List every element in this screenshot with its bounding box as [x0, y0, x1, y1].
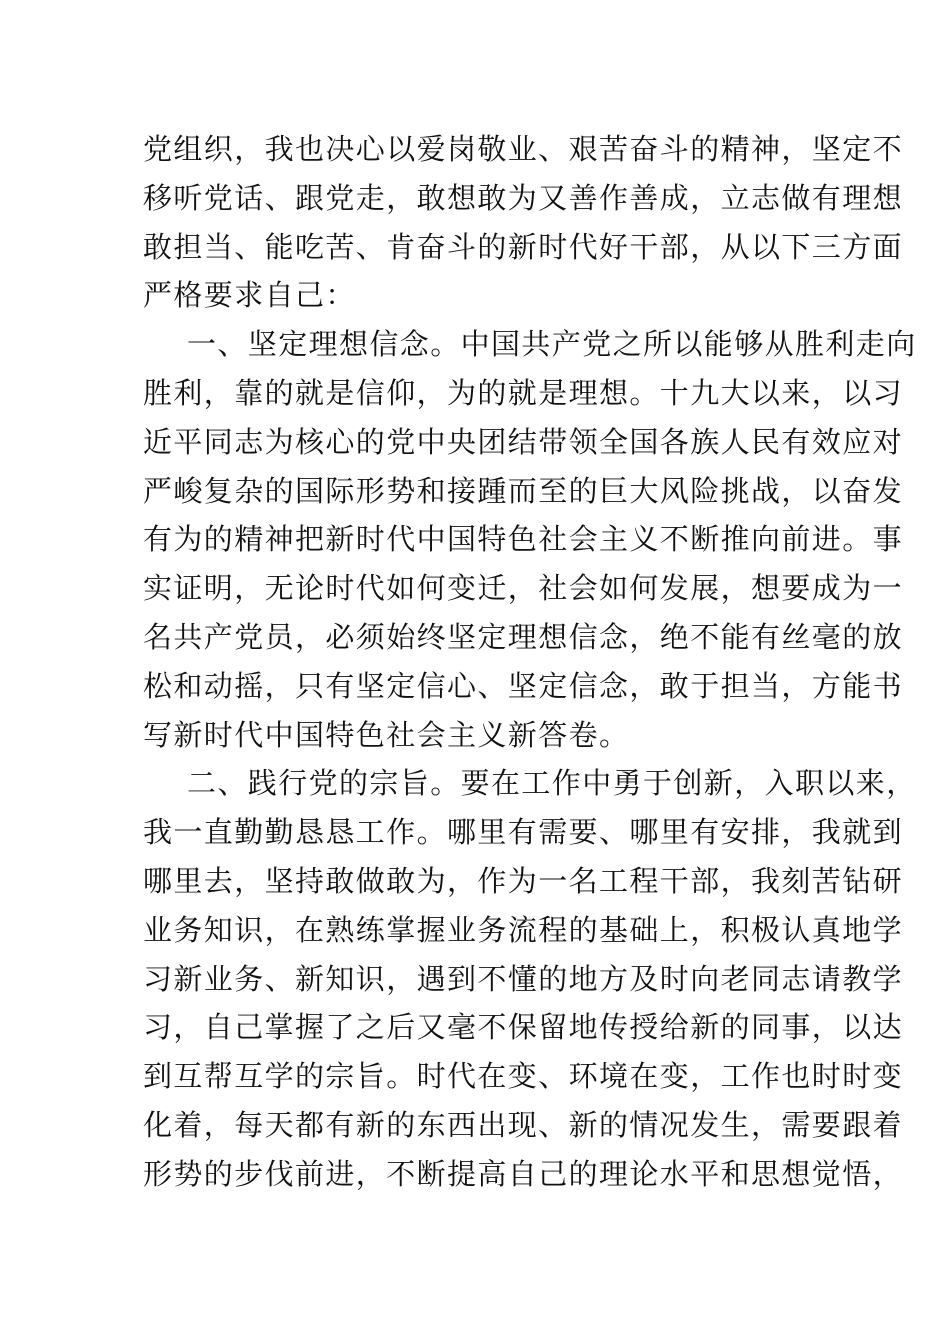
text-line: 松和动摇，只有坚定信心、坚定信念，敢于担当，方能书	[143, 668, 904, 703]
text-line: 化着，每天都有新的东西出现、新的情况发生，需要跟着	[143, 1107, 904, 1142]
text-line: 习，自己掌握了之后又毫不保留地传授给新的同事，以达	[143, 1010, 904, 1045]
text-line: 写新时代中国特色社会主义新答卷。	[143, 717, 630, 752]
text-line: 一、坚定理想信念。中国共产党之所以能够从胜利走向	[187, 327, 917, 362]
text-line: 移听党话、跟党走，敢想敢为又善作善成，立志做有理想	[143, 180, 904, 215]
text-line: 严峻复杂的国际形势和接踵而至的巨大风险挑战，以奋发	[143, 473, 904, 508]
text-line: 实证明，无论时代如何变迁，社会如何发展，想要成为一	[143, 571, 904, 606]
text-line: 党组织，我也决心以爱岗敬业、艰苦奋斗的精神，坚定不	[143, 132, 904, 166]
text-line: 我一直勤勤恳恳工作。哪里有需要、哪里有安排，我就到	[143, 815, 904, 850]
text-line: 习新业务、新知识，遇到不懂的地方及时向老同志请教学	[143, 961, 904, 996]
text-line: 到互帮互学的宗旨。时代在变、环境在变，工作也时时变	[143, 1059, 904, 1094]
text-line: 形势的步伐前进，不断提高自己的理论水平和思想觉悟，	[143, 1156, 904, 1191]
text-line: 有为的精神把新时代中国特色社会主义不断推向前进。事	[143, 522, 904, 557]
text-line: 胜利，靠的就是信仰，为的就是理想。十九大以来，以习	[143, 375, 904, 410]
text-line: 业务知识，在熟练掌握业务流程的基础上，积极认真地学	[143, 912, 904, 947]
text-line: 二、践行党的宗旨。要在工作中勇于创新，入职以来，	[187, 766, 917, 801]
text-line: 近平同志为核心的党中央团结带领全国各族人民有效应对	[143, 424, 904, 459]
body-text	[143, 125, 917, 1199]
text-line: 敢担当、能吃苦、肯奋斗的新时代好干部，从以下三方面	[143, 229, 904, 264]
text-line: 严格要求自己：	[143, 278, 356, 313]
text-line: 名共产党员，必须始终坚定理想信念，绝不能有丝毫的放	[143, 619, 904, 654]
text-line: 哪里去，坚持敢做敢为，作为一名工程干部，我刻苦钻研	[143, 863, 904, 898]
